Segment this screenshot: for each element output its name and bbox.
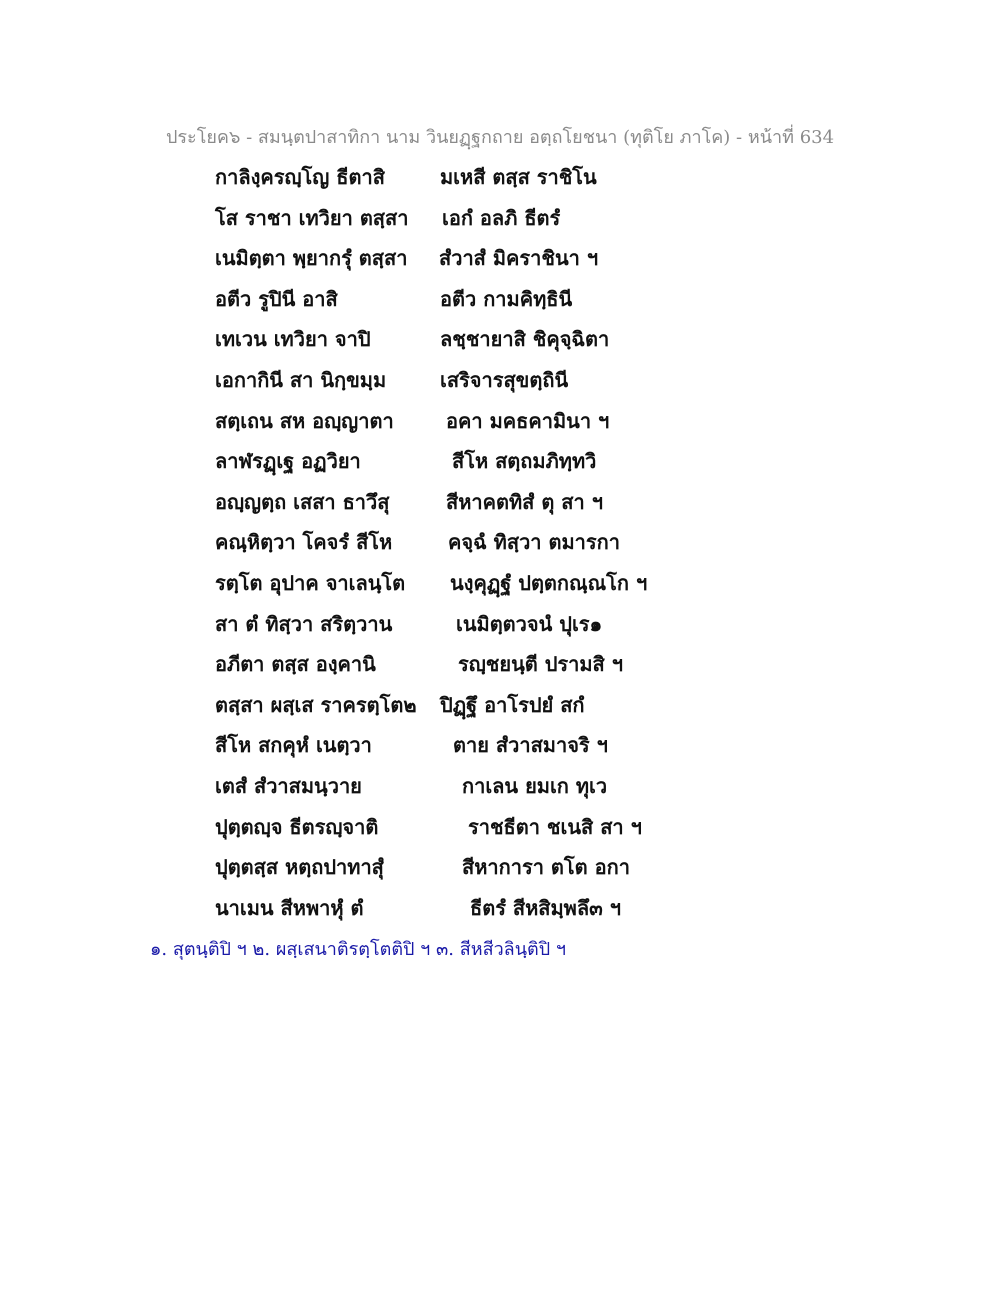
verse-first-half: นาเมน สีหพาหุํ ตํ [215,895,364,920]
verse-line [215,845,775,886]
verse-second-half: กาเลน ยมเก ทุเว [462,773,608,798]
verse-first-half: เนมิตฺตา พฺยากรุํ ตสฺสา [215,246,408,271]
verse-first-half: เตสํ สํวาสมนฺวาย [215,773,362,798]
verse-line [215,277,775,318]
verse-second-half: ลชฺชายาสิ ชิคุจฺฉิตา [440,327,610,352]
verse-line [215,439,775,480]
verse-first-half: เอกากินี สา นิกฺขมฺม [215,367,387,392]
footnotes: ๑. สุตนฺติปิ ฯ ๒. ผสฺเสนาติรตฺโตติปิ ฯ ๓. สีหสีวลินฺติปิ ฯ [150,939,566,960]
verse-first-half: รตฺโต อุปาค จาเลนฺโต [215,570,406,595]
verse-first-half: ปุตฺตสฺส หตฺถปาทาสุํ [215,855,384,880]
verse-first-half: อภีตา ตสฺส องฺคานิ [215,652,376,677]
verse-first-half: อญฺญตฺถ เสสา ธาวึสุ [215,489,390,514]
verse-line [215,358,775,399]
verse-second-half: อตีว กามคิทฺธินี [440,286,573,311]
verse-second-half: นงฺคุฏฺฐํ ปตฺตกณฺณโก ฯ [450,570,648,595]
verse-first-half: สตฺเถน สห อญฺญาตา [215,408,394,433]
verse-line [215,399,775,440]
verse-line [215,602,775,643]
verse-second-half: มเหสี ตสฺส ราชิโน [440,165,597,189]
verse-first-half: อตีว รูปินี อาสิ [215,286,338,311]
verse-line [215,642,775,683]
verse-second-half: ธีตรํ สีหสิมฺพลึ๓ ฯ [470,895,621,920]
verse-line [215,764,775,805]
verse-second-half: เอกํ อลภิ ธีตรํ [442,205,561,230]
verse-second-half: เนมิตฺตวจนํ ปุเร๑ [456,611,603,636]
verse-first-half: ปุตฺตญฺจ ธีตรญฺจาติ [215,814,379,839]
verse-line [215,480,775,521]
verse-second-half: รญฺชยนฺตี ปรามสิ ฯ [458,652,623,677]
verse-second-half: เสริจารสุขตฺถินี [440,367,569,392]
verse-second-half: สีโห สตฺถมภิทฺทวิ [452,449,597,474]
verse-line [215,683,775,724]
verse-first-half: ตสฺสา ผสฺเส ราครตฺโต๒ [215,692,417,717]
page-header: ประโยค๖ - สมนฺตปาสาทิกา นาม วินยฏฺฐกถาย อตฺถโยชนา (ทุติโย ภาโค) - หน้าที่ 634 [165,127,835,148]
verse-line [215,520,775,561]
verse-line [215,317,775,358]
verse-second-half: สํวาสํ มิคราชินา ฯ [439,246,599,271]
verse-line [215,886,775,927]
verse-line [215,723,775,764]
verse-first-half: สา ตํ ทิสฺวา สริตฺวาน [215,611,393,636]
verse-block [215,155,775,926]
verse-second-half: อคา มคธคามินา ฯ [446,408,610,433]
verse-line [215,236,775,277]
verse-line [215,196,775,237]
verse-first-half: ลาฬรฏฺเฐ อฏวิยา [215,449,361,474]
verse-second-half: สีหาคตทิสํ ตุ สา ฯ [446,489,603,514]
verse-line [215,561,775,602]
verse-first-half: สีโห สกคุหํ เนตฺวา [215,733,372,758]
verse-first-half: เทเวน เทวิยา จาปิ [215,327,371,352]
verse-line [215,155,775,196]
verse-line [215,805,775,846]
verse-first-half: โส ราชา เทวิยา ตสฺสา [215,205,409,230]
verse-second-half: ปิฏฺฐึ อาโรปยํ สกํ [440,692,585,717]
verse-second-half: ตาย สํวาสมาจริ ฯ [453,733,608,758]
verse-second-half: คจฺฉํ ทิสฺวา ตมารกา [448,530,620,555]
verse-first-half: กาลิงฺครญฺโญ ธีตาสิ [215,165,385,189]
verse-second-half: สีหาการา ตโต อกา [462,855,630,880]
verse-first-half: คณฺหิตฺวา โคจรํ สีโห [215,530,393,555]
verse-second-half: ราชธีตา ชเนสิ สา ฯ [468,814,642,839]
